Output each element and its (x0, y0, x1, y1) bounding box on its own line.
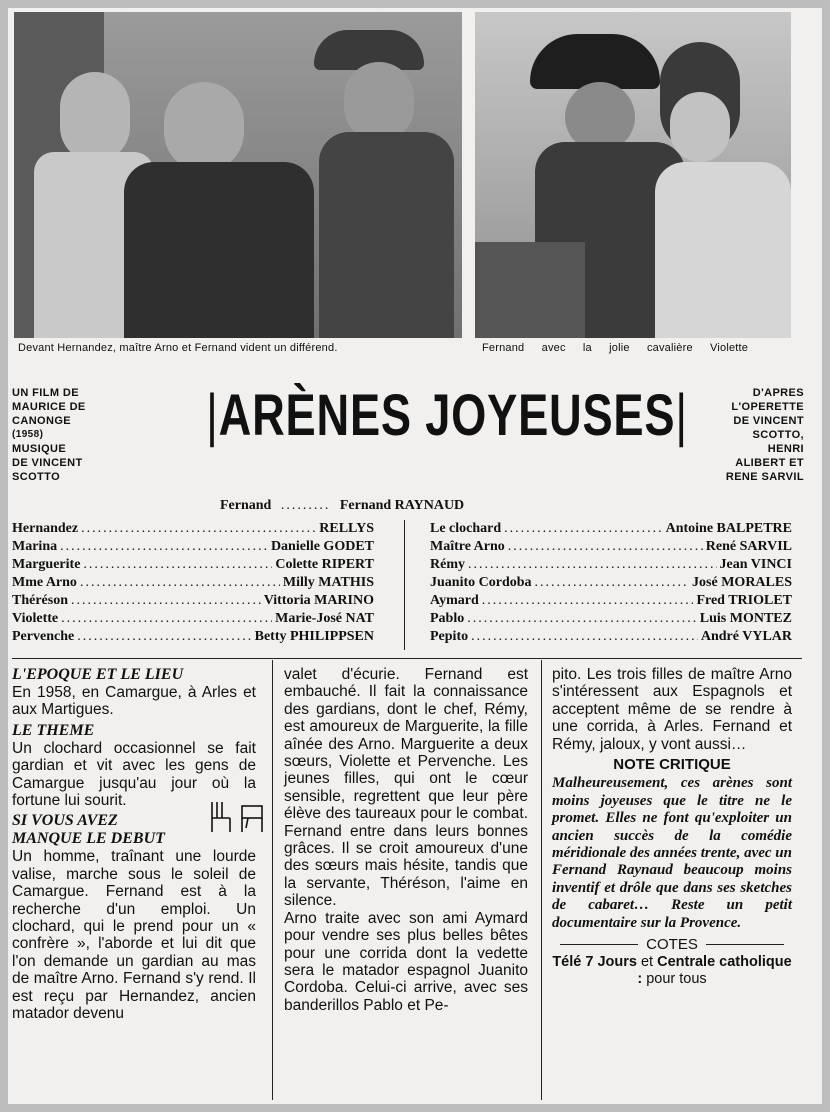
cast-dots (504, 520, 662, 538)
cotes-heading (552, 936, 792, 953)
cast-role: Fernand (220, 498, 272, 513)
film-still-right (475, 12, 791, 338)
cast-actor: André VYLAR (700, 629, 792, 644)
credit-line: CANONGE (12, 415, 72, 427)
article-column-1 (12, 666, 256, 1023)
cast-actor: Antoine BALPETRE (665, 521, 792, 536)
cast-role: Marina (12, 539, 58, 554)
cotes-source: Télé 7 Jours (552, 953, 637, 970)
cast-list-right (430, 520, 792, 646)
cast-row (12, 610, 374, 628)
cast-dots (467, 610, 697, 628)
column-divider (272, 660, 273, 1100)
section-heading: LE THEME (12, 721, 95, 739)
cast-row (12, 628, 374, 646)
cast-role: Aymard (430, 593, 479, 608)
cast-dots (468, 556, 717, 574)
section-text: valet d'écurie. Fernand est embauché. Il fait la connaissance des gardians, dont le chef, Rémy, est amoureux de Marguerite, la fille aînée des Arno. Marguerite a deux sœurs, Violette et Pervenche. Les jeunes filles, qui ont le cœur sensible, regrettent que leur père élève des taureaux pour le combat. Fernand entre dans leurs bonnes grâces. Il se croit amoureux d'une des sœurs mais hésite, tandis que la servante, Théréson, l'aime en silence. (284, 666, 528, 910)
cotes-joiner: et (636, 953, 658, 970)
cast-role: Pepito (430, 629, 469, 644)
credit-line: SCOTTO, (752, 429, 804, 441)
cotes-rule (706, 944, 784, 945)
cotes-source: Centrale catholique : (637, 953, 792, 987)
column-divider (541, 660, 542, 1100)
cotes-rating: pour tous (642, 970, 707, 987)
section-heading: L'EPOQUE ET LE LIEU (12, 666, 184, 683)
cast-row (12, 520, 374, 538)
credit-line: ALIBERT ET (735, 457, 804, 469)
cast-dots (60, 538, 268, 556)
cast-dots (508, 538, 703, 556)
film-title: |ARÈNES JOYEUSES| (206, 383, 688, 448)
cast-actor: Luis MONTEZ (699, 611, 792, 626)
cast-dots (80, 574, 280, 592)
cast-row (430, 610, 792, 628)
cast-actor: Betty PHILIPPSEN (254, 629, 374, 644)
cast-role: Rémy (430, 557, 465, 572)
cast-dots (482, 592, 694, 610)
cast-role: Violette (12, 611, 59, 626)
photo-caption-left: Devant Hernandez, maître Arno et Fernand vident un différend. (18, 342, 338, 354)
section-text: pito. Les trois filles de maître Arno s'intéressent aux Espagnols et acceptent même de se rendre à une corrida, à Arles. Fernand et Rémy, jaloux, y vont aussi… (552, 666, 792, 753)
heading-line: SI VOUS AVEZ (12, 812, 118, 830)
credit-line: SCOTTO (12, 471, 61, 483)
cast-row (430, 628, 792, 646)
film-title-text: ARÈNES JOYEUSES (218, 383, 676, 448)
cast-row (430, 574, 792, 592)
photo-caption-right: Fernand avec la jolie cavalière Violette (482, 342, 749, 354)
cast-actor: Marie-José NAT (275, 611, 374, 626)
credit-line: (1958) (12, 429, 44, 440)
credit-line: DE VINCENT (12, 457, 83, 469)
cast-row (430, 592, 792, 610)
heading-line: MANQUE LE DEBUT (12, 830, 165, 848)
cast-row (12, 556, 374, 574)
chairs-icon (208, 800, 270, 834)
section-text: Un homme, traînant une lourde valise, marche sous le soleil de Camargue. Fernand est à la recherche d'un emploi. Un clochard, qui le prend pour un « confrère », l'aborde et lui dit que l'on demande un gardian au mas de maître Arno. Fernand s'y rend. Il est reçu par Hernandez, ancien matador devenu (12, 848, 256, 1023)
cast-divider (404, 520, 405, 650)
film-still-left (14, 12, 462, 338)
credit-line: MUSIQUE (12, 443, 67, 455)
cast-dots (471, 628, 698, 646)
cast-role: Marguerite (12, 557, 81, 572)
cast-row (12, 592, 374, 610)
cast-dots (535, 574, 690, 592)
cast-role: Mme Arno (12, 575, 77, 590)
cast-actor: Fernand RAYNAUD (339, 498, 465, 513)
cotes-rule (560, 944, 638, 945)
cast-row (12, 538, 374, 556)
cast-role: Juanito Cordoba (430, 575, 532, 590)
section-text: En 1958, en Camargue, à Arles et aux Martigues. (12, 684, 256, 719)
cast-role: Le clochard (430, 521, 502, 536)
cast-actor: Colette RIPERT (275, 557, 374, 572)
cast-actor: Danielle GODET (270, 539, 374, 554)
cast-row (12, 574, 374, 592)
credit-line: MAURICE DE (12, 401, 86, 413)
article-column-2 (284, 666, 528, 1014)
credit-line: UN FILM DE (12, 387, 79, 399)
cast-row (430, 538, 792, 556)
cast-dots (61, 610, 272, 628)
cast-role: Pervenche (12, 629, 75, 644)
cast-dots (77, 628, 251, 646)
section-text: Arno traite avec son ami Aymard pour vendre ses plus belles bêtes pour une corrida dont la vedette sera le matador espagnol Juanito Cordoba. Celui-ci arrive, avec ses banderillos Pablo et Pe- (284, 909, 528, 1014)
cast-lead (220, 498, 464, 514)
cast-actor: Milly MATHIS (282, 575, 374, 590)
cast-dots (83, 556, 272, 574)
cast-role: Maître Arno (430, 539, 505, 554)
credits-left (12, 386, 122, 484)
section-heading (12, 812, 256, 848)
cast-dots (71, 592, 261, 610)
cotes-text (552, 954, 792, 988)
cast-actor: RELLYS (319, 521, 374, 536)
critique-text: Malheureusement, ces arènes sont moins joyeuses que le titre ne le promet. Elles ne font qu'exploiter un ancien succès de la comédie méridionale des années trente, avec un Fernand Raynaud beaucoup moins inventif et drôle que dans ses sketches de cabaret… Reste un petit documentaire sur la Provence. (552, 775, 792, 931)
credit-line: RENE SARVIL (725, 471, 804, 483)
section-text: Un clochard occasionnel se fait gardian et vit avec les gens de Camargue jusqu'au jour où la fortune lui sourit. (12, 739, 256, 810)
credit-line: DE VINCENT (733, 415, 804, 427)
article-column-3 (552, 666, 792, 988)
cast-role: Hernandez (12, 521, 79, 536)
credit-line: L'OPERETTE (731, 401, 804, 413)
cast-role: Pablo (430, 611, 465, 626)
cast-list-left (12, 520, 374, 646)
section-rule (12, 658, 802, 659)
cast-actor: Jean VINCI (719, 557, 792, 572)
credits-right (694, 386, 804, 484)
cast-actor: René SARVIL (705, 539, 792, 554)
critique-heading: NOTE CRITIQUE (613, 756, 731, 774)
cotes-label: COTES (646, 936, 698, 954)
credit-line: D'APRES (752, 387, 804, 399)
cast-row (430, 520, 792, 538)
cast-role: Théréson (12, 593, 68, 608)
cast-actor: Fred TRIOLET (696, 593, 792, 608)
cast-dots (81, 520, 316, 538)
cast-actor: José MORALES (692, 575, 792, 590)
credit-line: HENRI (767, 443, 804, 455)
cast-dots: ......... (280, 498, 331, 513)
cast-actor: Vittoria MARINO (263, 593, 374, 608)
cast-row (430, 556, 792, 574)
